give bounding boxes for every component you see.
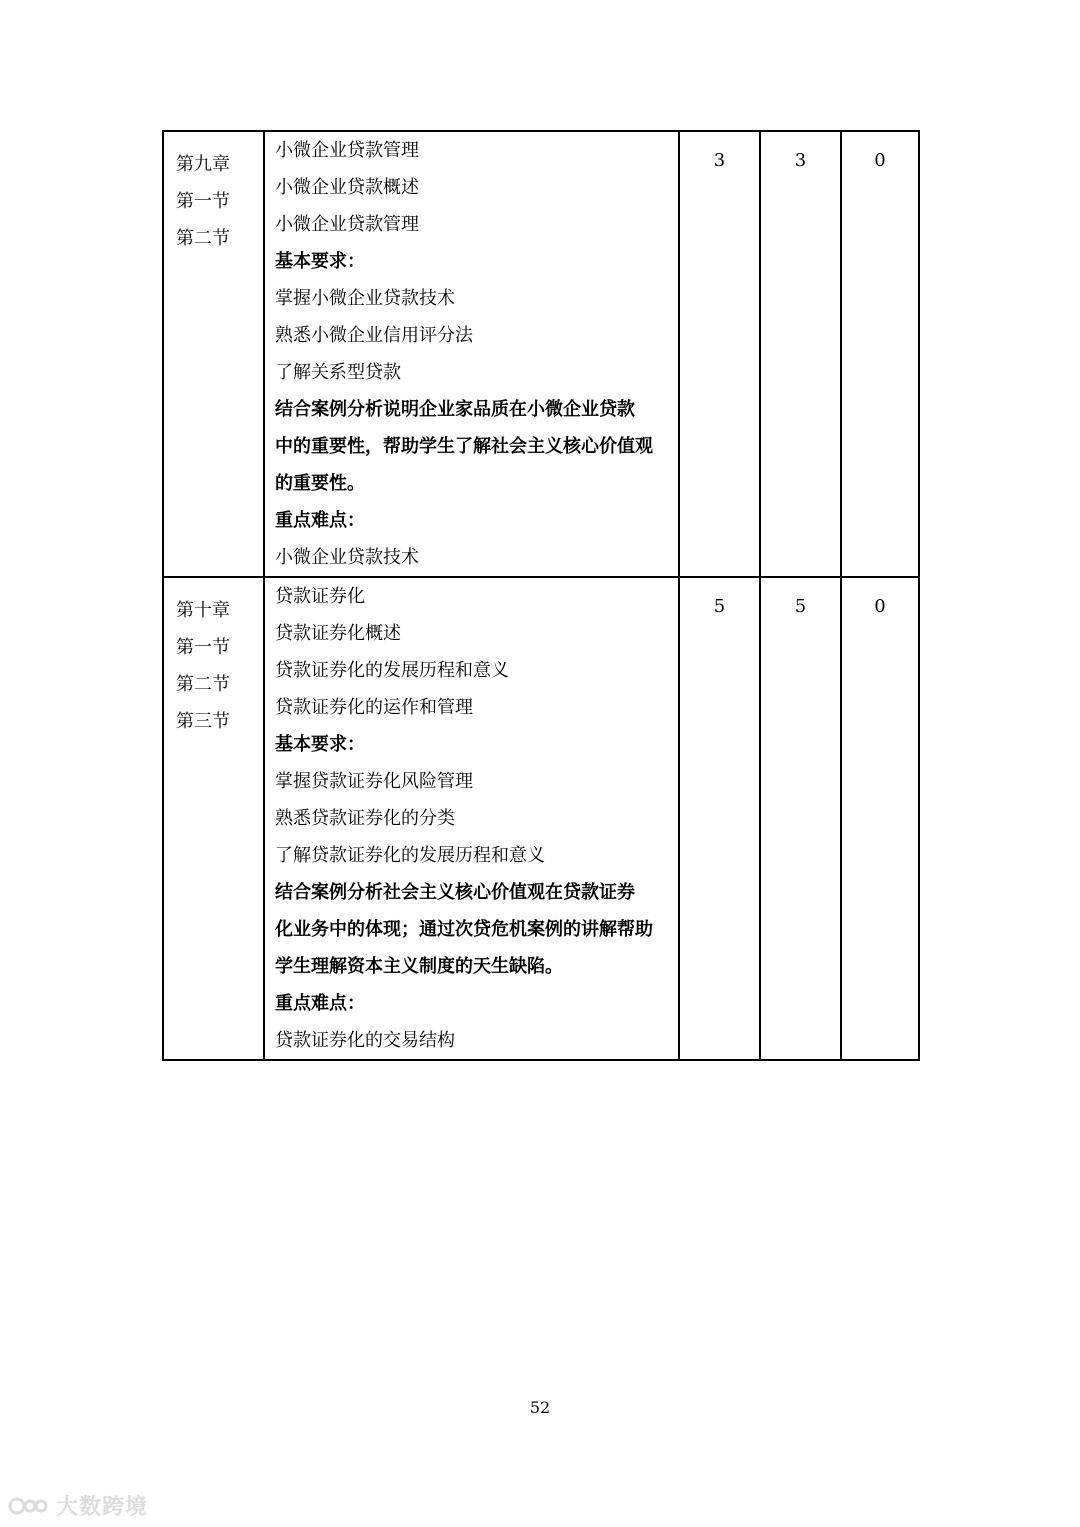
syllabus-table xyxy=(162,130,920,1061)
content-line: 小微企业贷款管理 xyxy=(275,140,419,161)
ideology-note-line: 化业务中的体现；通过次贷危机案例的讲解帮助 xyxy=(275,919,653,940)
hours-practice-cell: 0 xyxy=(841,577,919,1060)
table-row xyxy=(163,577,919,1060)
content-line: 熟悉贷款证券化的分类 xyxy=(275,808,455,829)
section-label: 第二节 xyxy=(176,228,230,249)
key-points-heading: 重点难点： xyxy=(275,510,365,531)
content-line: 贷款证券化的发展历程和意义 xyxy=(275,660,509,681)
watermark xyxy=(8,1490,148,1521)
chapter-cell xyxy=(163,577,264,1060)
page-number: 52 xyxy=(529,1398,551,1417)
requirements-heading: 基本要求： xyxy=(275,734,365,755)
ideology-note-line: 结合案例分析说明企业家品质在小微企业贷款 xyxy=(275,399,635,420)
watermark-text: 大数跨境 xyxy=(56,1495,149,1520)
content-line: 贷款证券化概述 xyxy=(275,623,401,644)
content-line: 小微企业贷款技术 xyxy=(275,547,419,568)
content-line: 小微企业贷款管理 xyxy=(275,214,419,235)
hours-total-cell: 3 xyxy=(679,131,760,577)
chapter-cell xyxy=(163,131,264,577)
section-label: 第二节 xyxy=(176,674,230,695)
table-row xyxy=(163,131,919,577)
ideology-note-line: 的重要性。 xyxy=(275,473,365,494)
table-body xyxy=(163,131,919,1060)
section-label: 第三节 xyxy=(176,711,230,732)
content-line: 了解贷款证券化的发展历程和意义 xyxy=(275,845,545,866)
key-points-heading: 重点难点： xyxy=(275,993,365,1014)
hours-total-cell: 5 xyxy=(679,577,760,1060)
content-cell xyxy=(264,131,679,577)
chapter-title: 第九章 xyxy=(176,154,230,175)
content-line: 贷款证券化的运作和管理 xyxy=(275,697,473,718)
brand-logo-icon xyxy=(8,1492,50,1520)
ideology-note-line: 中的重要性，帮助学生了解社会主义核心价值观 xyxy=(275,436,653,457)
section-label: 第一节 xyxy=(176,191,230,212)
ideology-note-line: 学生理解资本主义制度的天生缺陷。 xyxy=(275,956,563,977)
section-label: 第一节 xyxy=(176,637,230,658)
content-line: 贷款证券化 xyxy=(275,586,365,607)
content-line: 贷款证券化的交易结构 xyxy=(275,1030,455,1051)
content-line: 了解关系型贷款 xyxy=(275,362,401,383)
hours-theory-cell: 3 xyxy=(760,131,841,577)
content-line: 小微企业贷款概述 xyxy=(275,177,419,198)
requirements-heading: 基本要求： xyxy=(275,251,365,272)
ideology-note-line: 结合案例分析社会主义核心价值观在贷款证券 xyxy=(275,882,635,903)
content-line: 掌握小微企业贷款技术 xyxy=(275,288,455,309)
content-line: 熟悉小微企业信用评分法 xyxy=(275,325,473,346)
hours-practice-cell: 0 xyxy=(841,131,919,577)
content-line: 掌握贷款证券化风险管理 xyxy=(275,771,473,792)
content-cell xyxy=(264,577,679,1060)
hours-theory-cell: 5 xyxy=(760,577,841,1060)
chapter-title: 第十章 xyxy=(176,600,230,621)
